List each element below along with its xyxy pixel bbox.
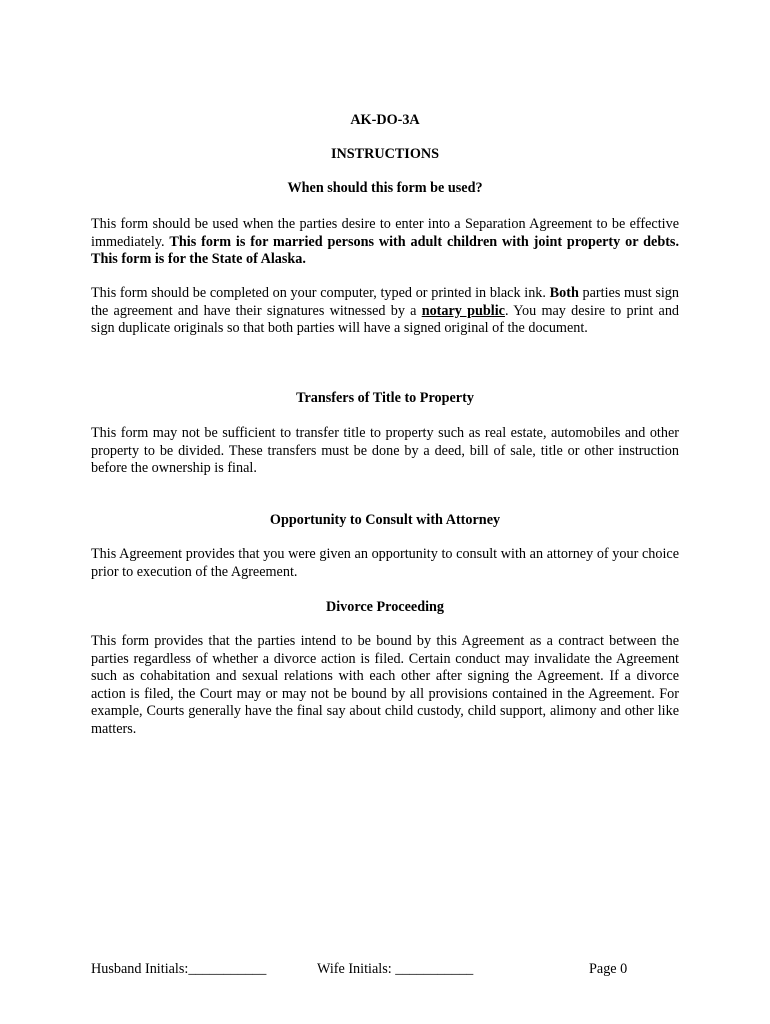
paragraph-bold-text: This form is for married persons with adult children with joint property or debts. This form is for the State of Alaska. [91,233,679,268]
paragraph-transfers [91,425,679,478]
paragraph-completion [91,285,679,338]
paragraph-when-used [91,216,679,269]
wife-initials-field[interactable]: Wife Initials: ___________ [317,961,474,977]
paragraph-divorce [91,633,679,739]
paragraph-attorney [91,546,679,581]
page-footer [91,960,679,978]
paragraph-text: . You may desire to print and sign duplicate originals so that both parties will have a signed original of the document. [91,302,680,337]
notary-public-emphasis: notary public [421,302,505,319]
paragraph-text: This form may not be sufficient to transfer title to property such as real estate, automobiles and other property to be divided. These transfers must be done by a deed, bill of sale, title or other instruction before the ownership is final. [91,425,679,477]
paragraph-text: This form should be used when the parties desire to enter into a Separation Agreement to be effective immediately. [91,216,679,250]
section-heading-attorney: Opportunity to Consult with Attorney [269,512,501,528]
section-heading-divorce: Divorce Proceeding [325,599,445,615]
instructions-title: INSTRUCTIONS [330,146,439,162]
husband-initials-field[interactable]: Husband Initials:___________ [91,961,267,977]
paragraph-bold-text: Both [549,285,579,301]
section-heading-transfers: Transfers of Title to Property [296,390,474,406]
section-heading-when-used: When should this form be used? [287,180,483,196]
form-code: AK-DO-3A [350,112,420,128]
paragraph-text: This form provides that the parties intend to be bound by this Agreement as a contract between the parties regardless of whether a divorce action is filed. Certain conduct may invalidate the Agreement such as cohabitation and sexual relations with each other after signing the Agreement. If a divorce action is filed, the Court may or may not be bound by all provisions contained in the Agreement. For example, Courts generally have the final say about child custody, child support, alimony and other like matters. [91,633,679,737]
paragraph-text: parties must sign the agreement and have their signatures witnessed by a [91,285,679,319]
paragraph-text: This Agreement provides that you were given an opportunity to consult with an attorney of your choice prior to execution of the Agreement. [91,546,679,580]
page-number: Page 0 [589,961,628,977]
paragraph-text: This form should be completed on your computer, typed or printed in black ink. [91,285,550,301]
